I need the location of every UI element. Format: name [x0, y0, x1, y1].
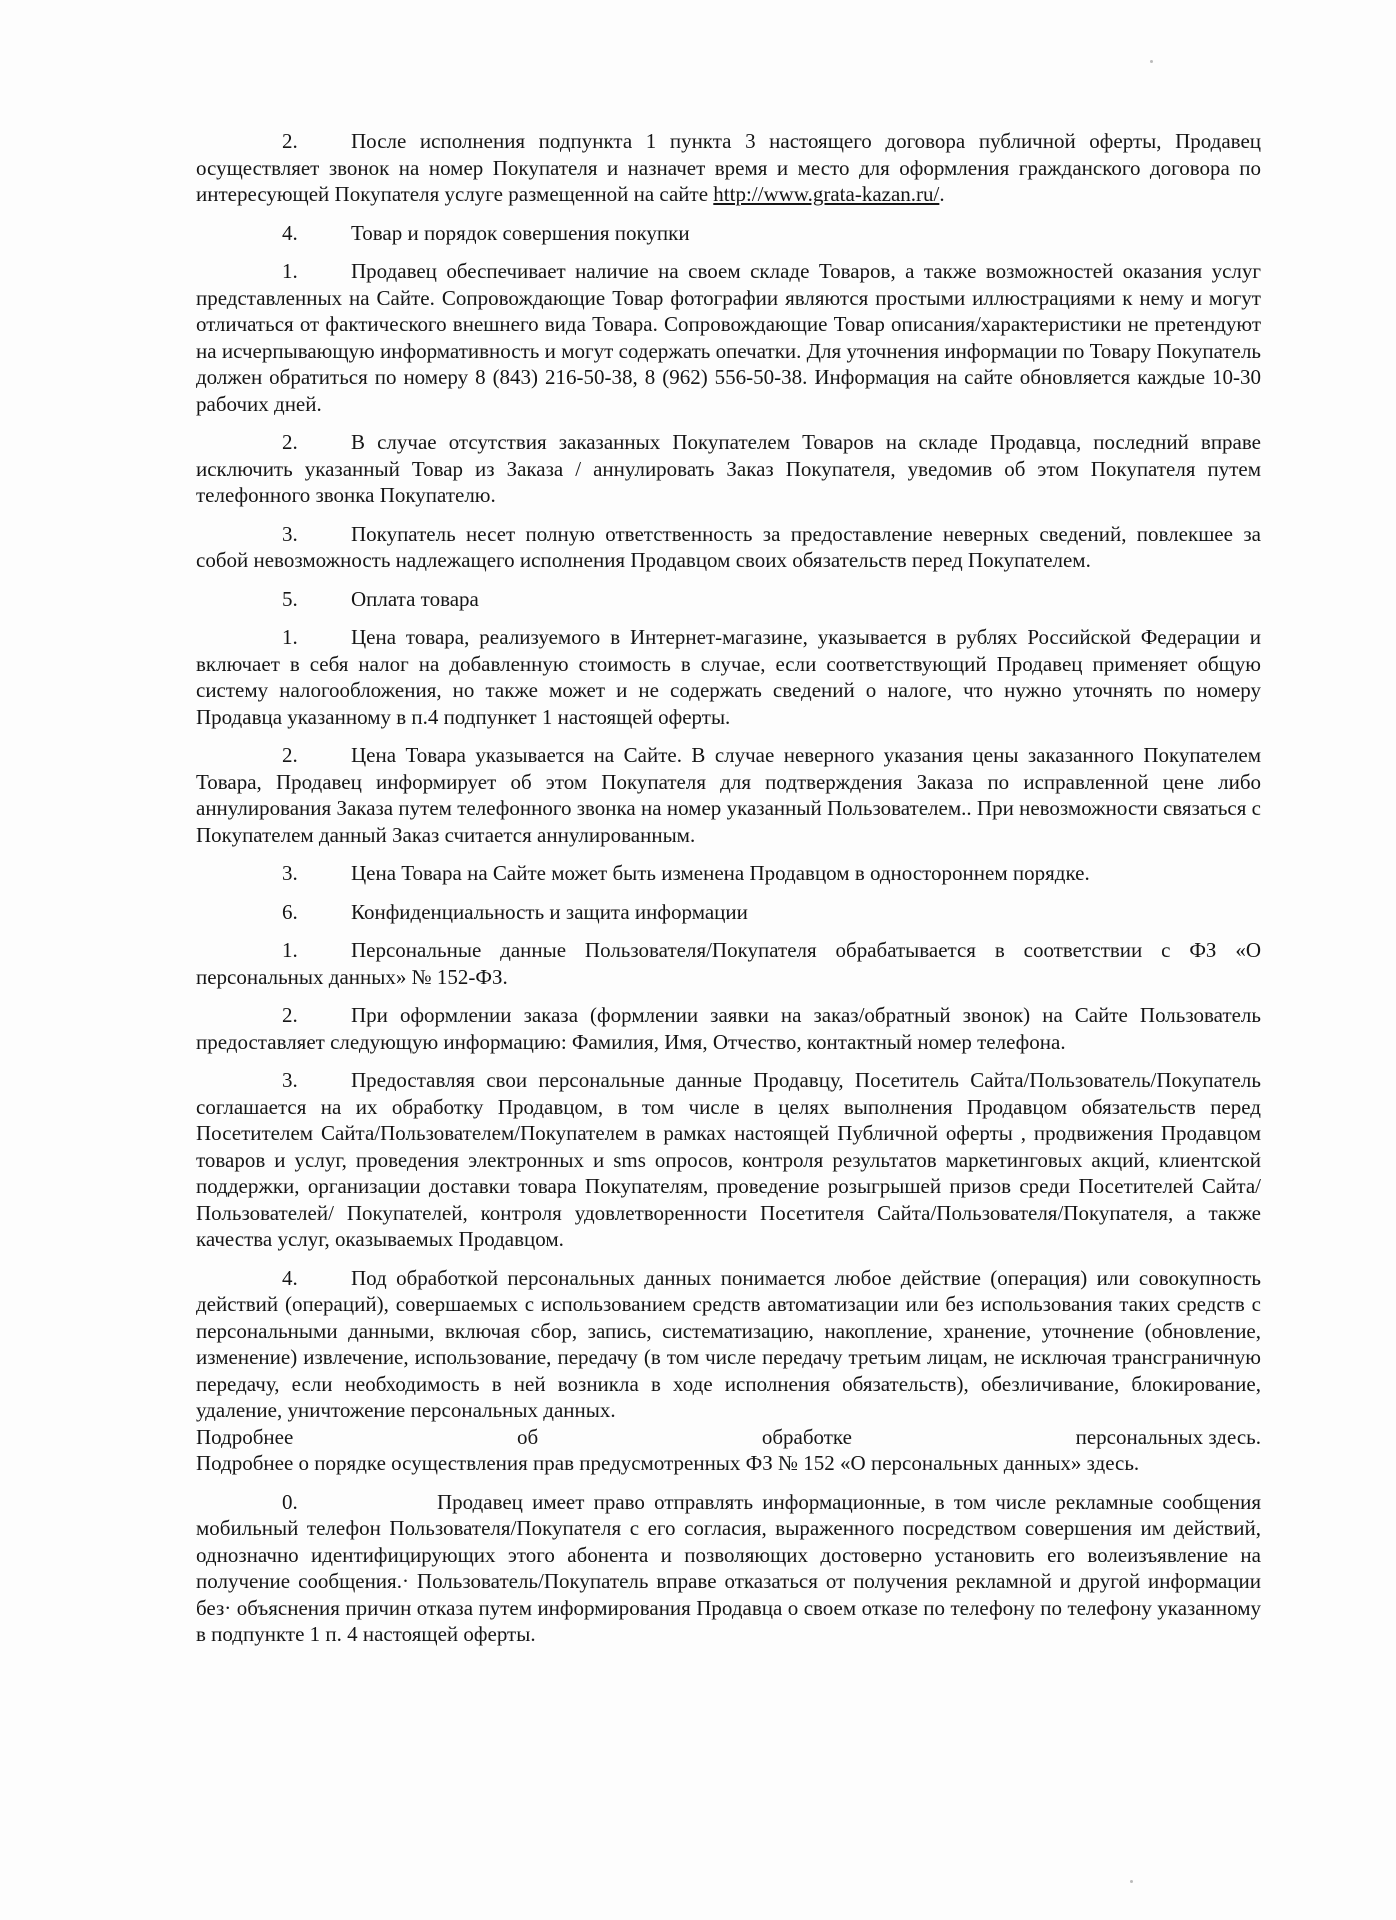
clause-number: 2.: [282, 743, 298, 767]
clause-number: 0.: [282, 1489, 298, 1514]
clause-number: 2.: [282, 129, 298, 153]
section-number: 5.: [282, 586, 298, 611]
clause-number: 4.: [282, 1265, 298, 1290]
clause-number: 1.: [282, 259, 298, 283]
clause-5-3: [196, 860, 1261, 887]
clause-text: После исполнения подпункта 1 пункта 3 настоящего договора публичной оферты, Продавец осуществляет звонок на номер Покупателя и назначет время и место для оформления гражданского договора по интересующей Покупателя услуге размещенной на сайте: [196, 129, 1261, 206]
clause-text: Продавец обеспечивает наличие на своем складе Товаров, а также возможностей оказания услуг представленных на Сайте. Сопровождающие Товар фотографии являются простыми иллюстрациями к нему и могут отличаться от фактического внешнего вида Товара. Сопровождающие Товар описания/характеристики не претендуют на исчерпывающую информативность и могут содержать опечатки. Для уточнения информации по Товару Покупатель должен обратиться по номеру 8 (843) 216-50-38, 8 (962) 556-50-38. Информация на сайте обновляется каждые 10-30 рабочих дней.: [196, 259, 1261, 416]
section-4-heading: [196, 220, 1261, 247]
section-number: 6.: [282, 899, 298, 924]
clause-number: 2.: [282, 1003, 298, 1027]
clause-number: 3.: [282, 521, 298, 546]
clause-text: Персональные данные Пользователя/Покупателя обрабатывается в соответствии с ФЗ «О персональных данных» № 152-ФЗ.: [196, 938, 1261, 989]
document-body: [196, 128, 1261, 1660]
clause-number: 1.: [282, 625, 298, 649]
more-info-rights: Подробнее о порядке осуществления прав предусмотренных ФЗ № 152 «О персональных данных» здесь.: [196, 1451, 1140, 1475]
clause-5-2: [196, 742, 1261, 848]
section-title: Конфиденциальность и защита информации: [351, 899, 748, 924]
clause-text: Под обработкой персональных данных понимается любое действие (операция) или совокупность действий (операций), совершаемых с использованием средств автоматизации или без использования таких средств с персональными данными, включая сбор, запись, систематизацию, накопление, хранение, уточнение (обновление, изменение) извлечение, использование, передачу (в том числе передачу третьим лицам, не исключая трансграничную передачу, если необходимость в ней возникла в ходе исполнения обязательств), обезличивание, блокирование, удаление, уничтожение персональных данных.: [196, 1265, 1261, 1422]
clause-number: 1.: [282, 938, 298, 962]
section-number: 4.: [282, 220, 298, 245]
more-word-1: Подробнее: [196, 1424, 294, 1449]
clause-number: 3.: [282, 1068, 298, 1092]
clause-text: Цена Товара на Сайте может быть изменена Продавцом в одностороннем порядке.: [351, 861, 1090, 885]
clause-text: В случае отсутствия заказанных Покупателем Товаров на складе Продавца, последний вправе исключить указанный Товар из Заказа / аннулировать Заказ Покупателя, уведомив об этом Покупателя путем телефонного звонка Покупателю.: [196, 430, 1261, 507]
section-6-heading: [196, 899, 1261, 926]
clause-6-2: [196, 1002, 1261, 1055]
clause-6-4: [196, 1265, 1261, 1424]
scan-speck: [1130, 1880, 1133, 1883]
more-word-2: об: [516, 1424, 539, 1449]
clause-4-1: [196, 258, 1261, 417]
clause-text: Продавец имеет право отправлять информационные, в том числе рекламные сообщения мобильный телефон Пользователя/Покупателя с его согласия, выраженного посредством совершения им действий, однозначно идентифицирующих этого абонента и позволяющих достоверно установить его волеизъявление на получение сообщения.· Пользователь/Покупатель вправе отказаться от получения рекламной и другой информации без· объяснения причин отказа путем информирования Продавца о своем отказе по телефону по телефону указанному в подпункте 1 п. 4 настоящей оферты.: [196, 1489, 1261, 1646]
more-word-3: обработке: [761, 1424, 852, 1449]
clause-text: При оформлении заказа (формлении заявки на заказ/обратный звонок) на Сайте Пользователь предоставляет следующую информацию: Фамилия, Имя, Отчество, контактный номер телефона.: [196, 1003, 1261, 1054]
section-title: Оплата товара: [351, 586, 479, 611]
clause-text: Покупатель несет полную ответственность за предоставление неверных сведений, повлекшее за собой невозможность надлежащего исполнения Продавцом своих обязательств перед Покупателем.: [196, 521, 1261, 572]
clause-number: 3.: [282, 861, 298, 885]
section-title: Товар и порядок совершения покупки: [351, 220, 690, 245]
clause-number: 2.: [282, 430, 298, 454]
clause-4-2: [196, 429, 1261, 509]
clause-6-1: [196, 937, 1261, 990]
scan-speck: [1150, 60, 1153, 63]
clause-4-3: [196, 521, 1261, 574]
more-word-4[interactable]: персональных здесь.: [1075, 1424, 1261, 1449]
clause-3-2: [196, 128, 1261, 208]
clause-5-1: [196, 624, 1261, 730]
website-link[interactable]: http://www.grata-kazan.ru/: [713, 182, 940, 206]
section-5-heading: [196, 586, 1261, 613]
clause-text: Предоставляя свои персональные данные Продавцу, Посетитель Сайта/Пользователь/Покупатель соглашается на их обработку Продавцом, в том числе в целях выполнения Продавцом обязательств перед Посетителем Сайта/Пользователем/Покупателем в рамках настоящей Публичной оферты , продвижения Продавцом товаров и услуг, проведения электронных и sms опросов, контроля результатов маркетинговых акций, клиентской поддержки, организации доставки товара Покупателям, проведение розыгрышей призов среди Посетителей Сайта/Пользователей/ Покупателей, контроля удовлетворенности Посетителя Сайта/Пользователя/Покупателя, а также качества услуг, оказываемых Продавцом.: [196, 1068, 1261, 1251]
clause-6-0: [196, 1489, 1261, 1648]
more-info-processing: [196, 1424, 1261, 1451]
clause-text-end: .: [939, 182, 945, 206]
clause-text: Цена Товара указывается на Сайте. В случае неверного указания цены заказанного Покупателем Товара, Продавец информирует об этом Покупателя для подтверждения Заказа по исправленной цене либо аннулирования Заказа путем телефонного звонка на номер указанный Пользователем.. При невозможности связаться с Покупателем данный Заказ считается аннулированным.: [196, 743, 1261, 847]
clause-text: Цена товара, реализуемого в Интернет-магазине, указывается в рублях Российской Федерации и включает в себя налог на добавленную стоимость в случае, если соответствующий Продавец применяет общую систему налогообложения, но также может и не содержать сведений о налоге, что нужно уточнять по номеру Продавца указанному в п.4 подпункет 1 настоящей оферты.: [196, 625, 1261, 729]
clause-6-3: [196, 1067, 1261, 1253]
